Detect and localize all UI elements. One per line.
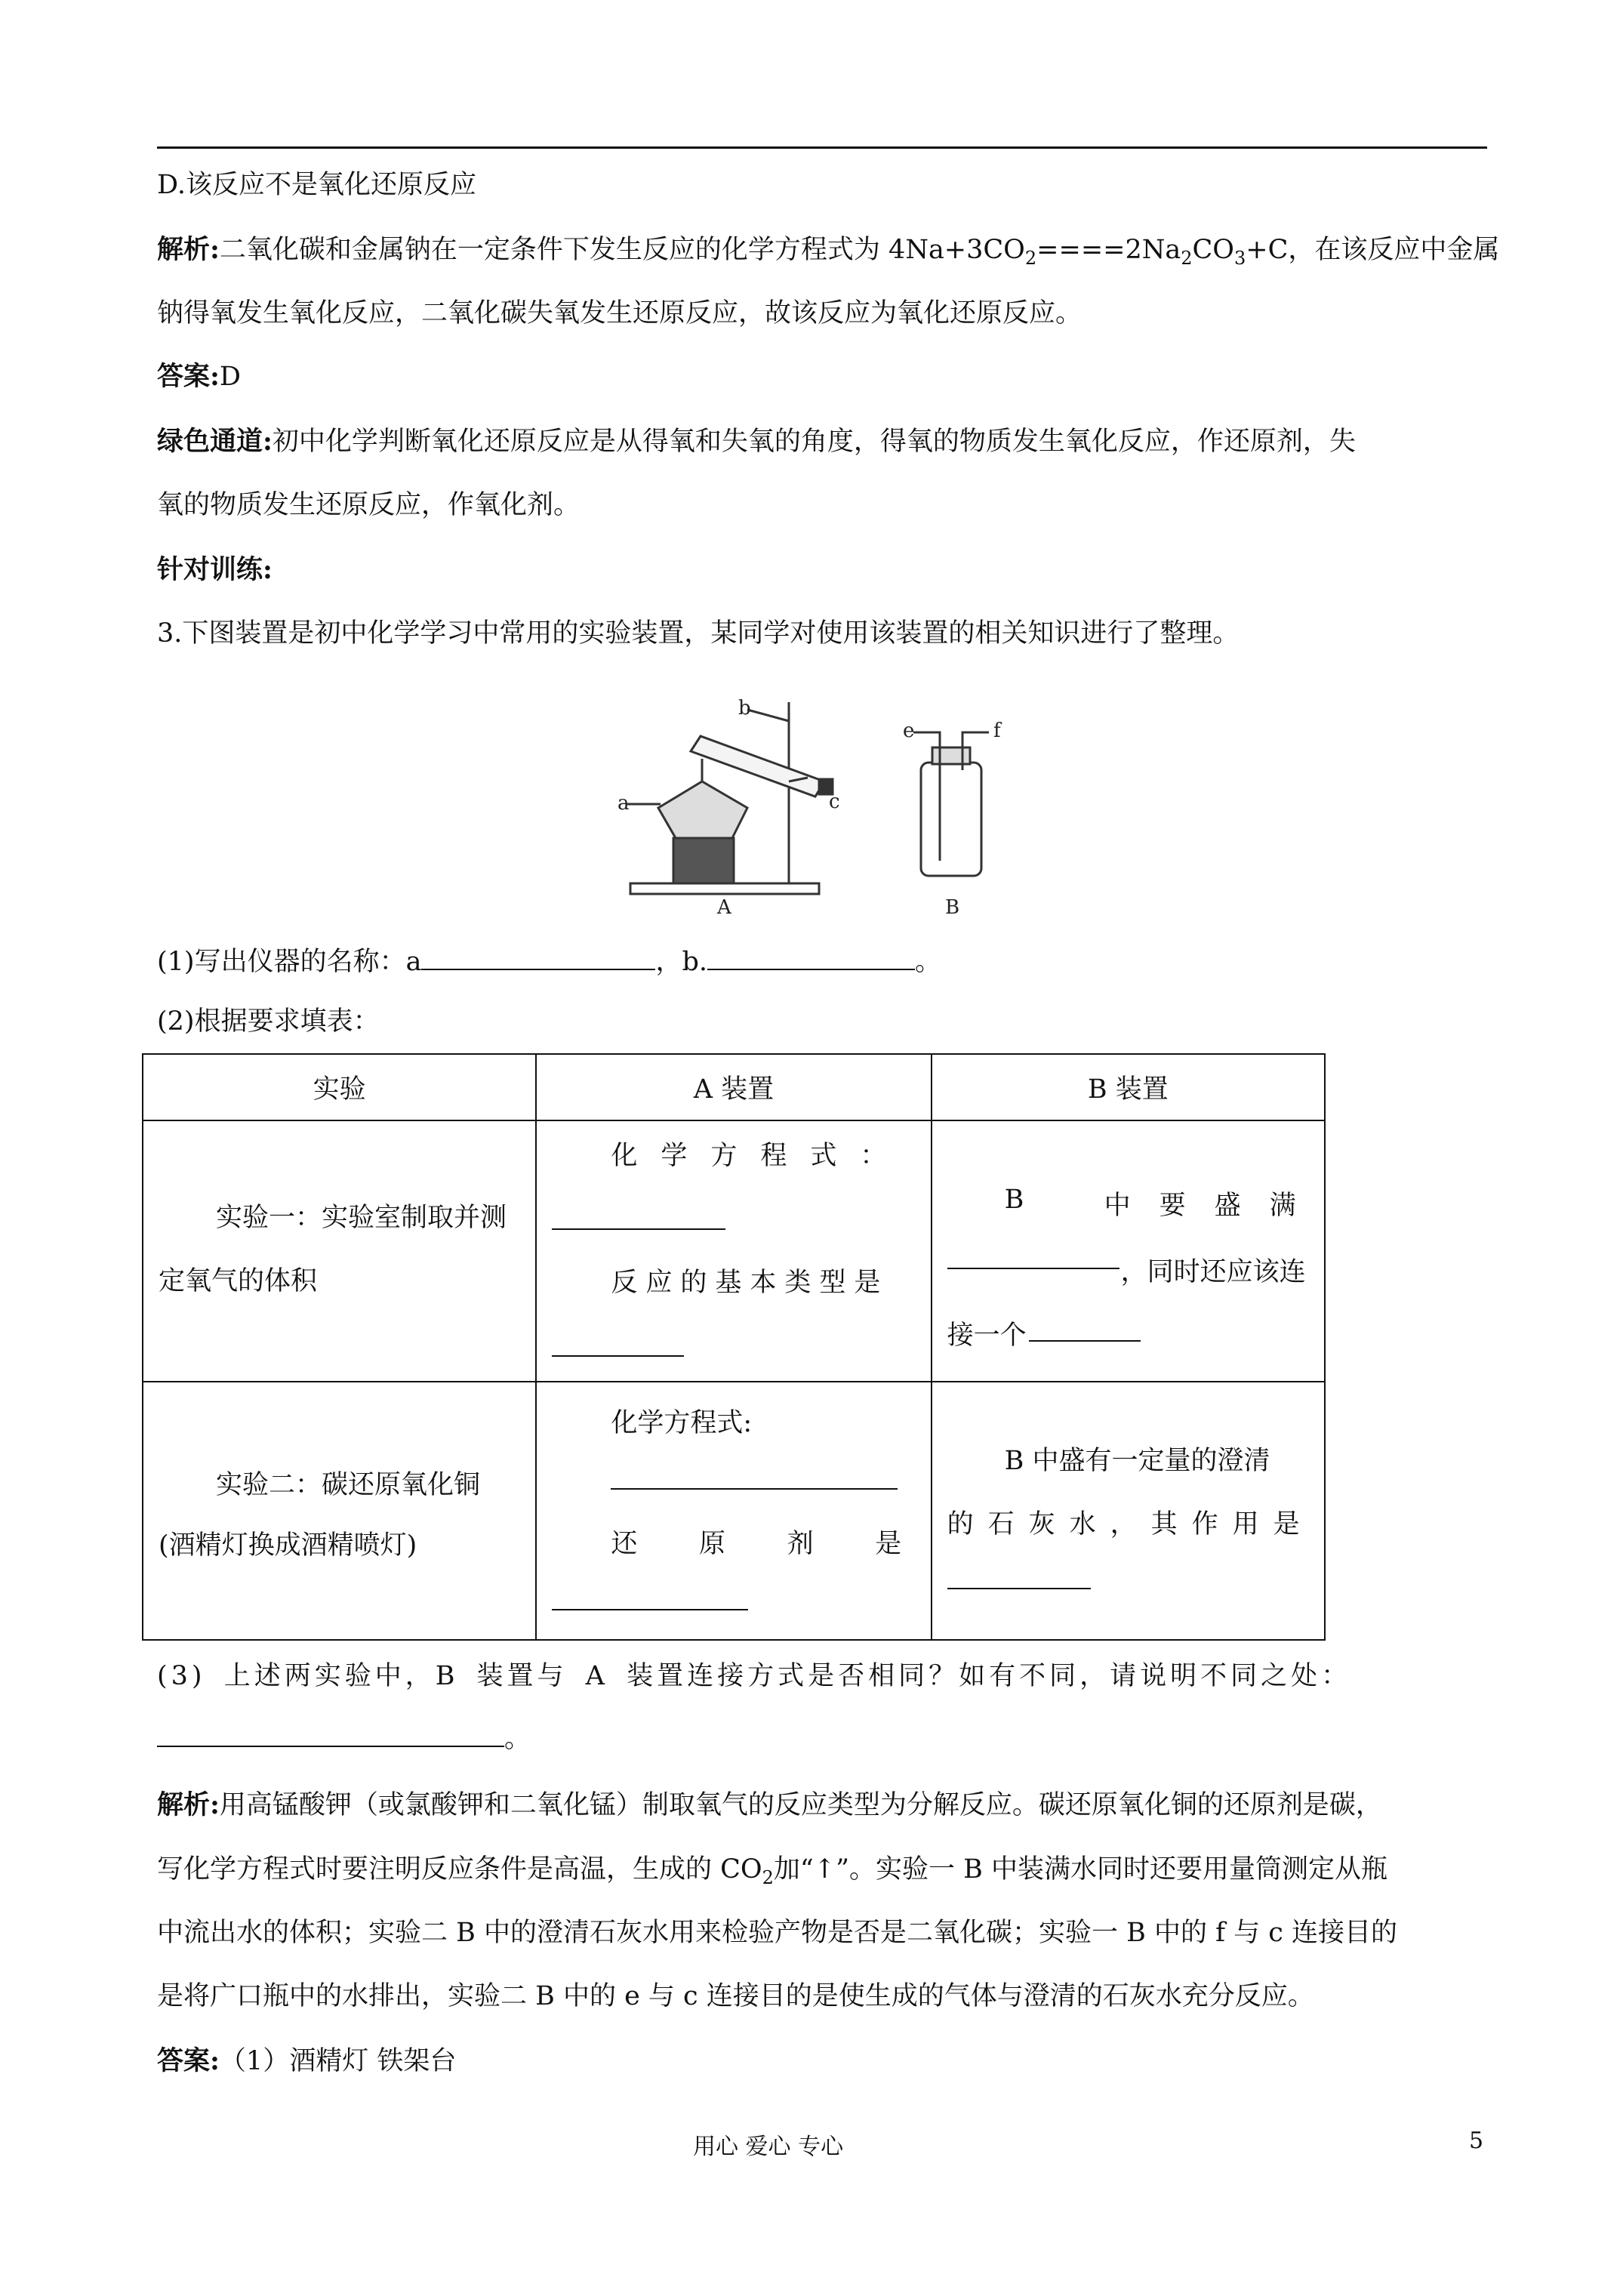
wooden-block [673, 838, 734, 883]
answer1 [157, 360, 241, 393]
label-c: c [829, 791, 840, 813]
green-channel-line1: 绿色通道:初中化学判断氧化还原反应是从得氧和失氧的角度，得氧的物质发生氧化反应，作还原剂，失 [157, 426, 1356, 457]
gas-bottle [921, 763, 981, 876]
row1-connect-blank[interactable] [1029, 1316, 1141, 1342]
label-f: f [993, 720, 1001, 742]
question3-part3: (3) 上述两实验中，B 装置与 A 装置连接方式是否相同？如有不同，请说明不同之处： [157, 1661, 1352, 1691]
bottle-stopper [932, 747, 970, 764]
question3-part1: (1)写出仪器的名称：a ，b. 。 [157, 945, 941, 978]
apparatus-figure [617, 687, 1034, 919]
header-rule [157, 146, 1487, 149]
analysis2-label: 解析: [157, 1789, 220, 1820]
training-heading: 针对训练: [157, 554, 273, 585]
analysis2-line3: 中流出水的体积；实验二 B 中的澄清石灰水用来检验产物是否是二氧化碳；实验一 B 中的 f 与 c 连接目的 [157, 1918, 1398, 1948]
footer-motto: 用心 爱心 专心 [693, 2134, 844, 2160]
blank-b[interactable] [707, 945, 915, 970]
analysis2-line1: 解析:用高锰酸钾（或氯酸钾和二氧化锰）制取氧气的反应类型为分解反应。碳还原氧化铜的还原剂是碳， [157, 1789, 1382, 1820]
page-number: 5 [1469, 2128, 1484, 2154]
experiment-table [142, 1053, 1326, 1641]
caption-b: B [945, 896, 960, 919]
analysis1-label: 解析: [157, 234, 220, 265]
answer1-value: D [219, 362, 241, 392]
table-header-device-b: B 装置 [932, 1054, 1325, 1120]
answer2 [157, 2045, 456, 2078]
option-d: D.该反应不是氧化还原反应 [157, 170, 476, 200]
answer2-value: （1）酒精灯 铁架台 [219, 2046, 457, 2076]
stand-base [630, 883, 819, 894]
analysis2-line2: 写化学方程式时要注明反应条件是高温，生成的 $CO_2$加“↑”。实验一 B 中装满水同时还要用量筒测定从瓶 [157, 1854, 1387, 1888]
row2-reducing-agent-blank[interactable] [552, 1585, 748, 1610]
row2-device-a: 化学方程式: 还 原 剂 是 [536, 1382, 931, 1640]
analysis1-line2: 钠得氧发生氧化反应，二氧化碳失氧发生还原反应，故该反应为氧化还原反应。 [157, 298, 1083, 328]
table-header-device-a: A 装置 [536, 1054, 931, 1120]
row1-reaction-type-blank[interactable] [552, 1331, 684, 1357]
label-b: b [738, 697, 751, 720]
green-channel-label: 绿色通道: [157, 426, 273, 457]
label-a: a [617, 792, 630, 815]
green-channel-line2: 氧的物质发生还原反应，作氧化剂。 [157, 490, 581, 520]
blank-a[interactable] [421, 945, 655, 970]
answer1-label: 答案: [157, 361, 220, 392]
analysis2-line4: 是将广口瓶中的水排出，实验二 B 中的 e 与 c 连接目的是使生成的气体与澄清的石灰水充分反应。 [157, 1981, 1314, 2011]
caption-a: A [717, 896, 731, 919]
question3: 3.下图装置是初中化学学习中常用的实验装置，某同学对使用该装置的相关知识进行了整理。 [157, 618, 1240, 649]
blank-connection[interactable] [157, 1721, 504, 1747]
alcohol-lamp [658, 781, 747, 838]
row1-device-a: 化学方程式： 反应的基本类型是 [536, 1120, 931, 1382]
row2-device-b: B 中盛有一定量的澄清 的石灰水，其作用是 [932, 1382, 1325, 1640]
label-b-leader [747, 710, 789, 721]
analysis1-line1: 解析:二氧化碳和金属钠在一定条件下发生反应的化学方程式为 $4Na+3CO_2====2Na_2CO_3+C$，在该反应中金属 [157, 234, 1500, 269]
row2-purpose-blank[interactable] [947, 1564, 1091, 1589]
row1-equation-blank[interactable] [552, 1204, 725, 1230]
row2-equation-blank[interactable] [611, 1464, 898, 1490]
row1-device-b: B 中要盛满 ，同时还应该连 接一个 [932, 1120, 1325, 1382]
label-e: e [903, 720, 915, 742]
row1-experiment: 实验一：实验室制取并测 定氧气的体积 [143, 1120, 536, 1382]
answer2-label: 答案: [157, 2045, 220, 2076]
table-header-experiment: 实验 [143, 1054, 536, 1120]
row2-experiment: 实验二：碳还原氧化铜 (酒精灯换成酒精喷灯) [143, 1382, 536, 1640]
row1-fill-blank[interactable] [947, 1244, 1119, 1269]
question3-part3-blank-line: 。 [157, 1721, 531, 1755]
question3-part2: (2)根据要求填表： [157, 1006, 380, 1037]
